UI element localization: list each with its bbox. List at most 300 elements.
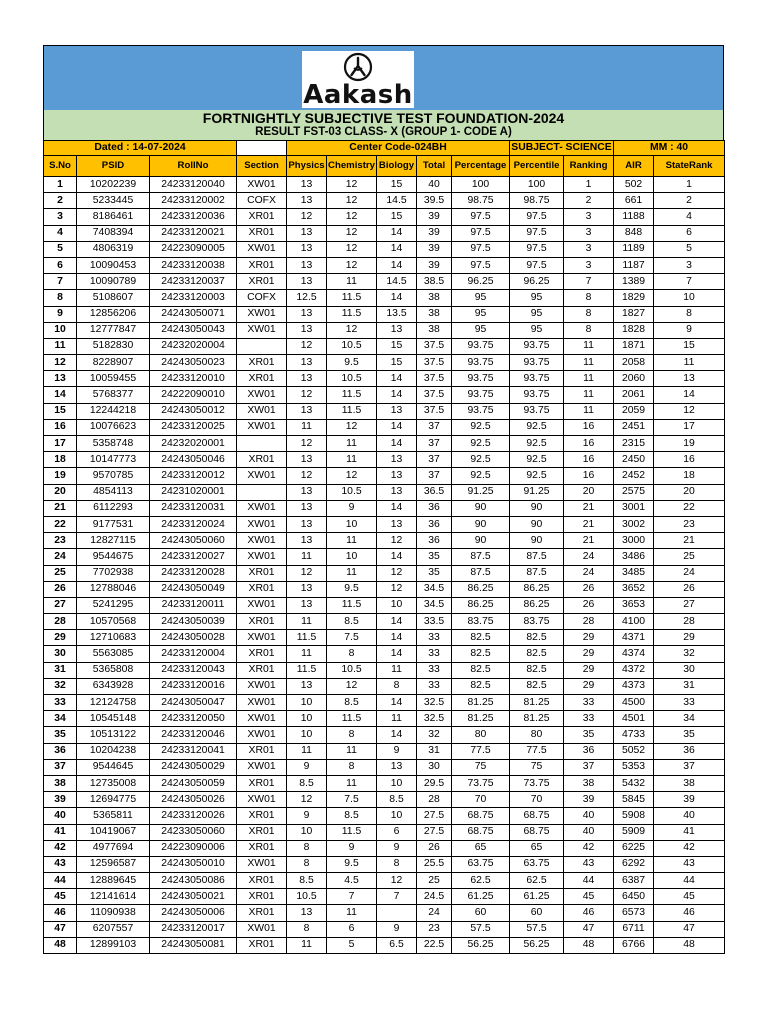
table-cell: 16 bbox=[44, 419, 77, 435]
table-cell bbox=[237, 436, 287, 452]
dated-cell: Dated : 14-07-2024 bbox=[44, 141, 237, 156]
table-cell: 3 bbox=[44, 209, 77, 225]
table-row bbox=[44, 759, 725, 775]
table-cell: 90 bbox=[452, 500, 510, 516]
table-cell: 44 bbox=[564, 873, 614, 889]
table-row bbox=[44, 889, 725, 905]
table-cell: 14 bbox=[377, 549, 417, 565]
table-cell: 11 bbox=[564, 371, 614, 387]
table-cell: 56.25 bbox=[452, 937, 510, 953]
table-cell: 10 bbox=[377, 597, 417, 613]
table-cell: 33.5 bbox=[417, 614, 452, 630]
table-cell: 12141614 bbox=[77, 889, 150, 905]
table-cell: 8 bbox=[44, 290, 77, 306]
table-cell: 3 bbox=[564, 209, 614, 225]
column-header: Biology bbox=[377, 156, 417, 177]
table-cell: 24223090006 bbox=[150, 840, 237, 856]
table-cell: 9.5 bbox=[327, 355, 377, 371]
table-cell: 82.5 bbox=[510, 662, 564, 678]
table-cell: 93.75 bbox=[510, 338, 564, 354]
table-cell: 1 bbox=[564, 177, 614, 193]
table-cell: 24243050029 bbox=[150, 759, 237, 775]
table-cell: 27 bbox=[44, 597, 77, 613]
table-cell: 63.75 bbox=[510, 856, 564, 872]
table-row bbox=[44, 840, 725, 856]
table-cell: 2058 bbox=[614, 355, 654, 371]
table-cell: 26 bbox=[44, 581, 77, 597]
table-cell: 8 bbox=[287, 921, 327, 937]
table-cell: 14 bbox=[44, 387, 77, 403]
table-cell: 22 bbox=[654, 500, 725, 516]
table-cell: 11.5 bbox=[327, 290, 377, 306]
table-row bbox=[44, 257, 725, 273]
table-row bbox=[44, 177, 725, 193]
table-cell: 39 bbox=[564, 792, 614, 808]
table-cell: 95 bbox=[452, 306, 510, 322]
table-cell: 34 bbox=[654, 711, 725, 727]
table-cell: 24243050012 bbox=[150, 403, 237, 419]
table-cell: 24233120004 bbox=[150, 646, 237, 662]
table-cell: 3002 bbox=[614, 516, 654, 532]
table-cell: 2575 bbox=[614, 484, 654, 500]
table-cell: 97.5 bbox=[510, 257, 564, 273]
table-cell: 24233120038 bbox=[150, 257, 237, 273]
table-cell: 44 bbox=[44, 873, 77, 889]
table-row bbox=[44, 937, 725, 953]
table-cell: 9 bbox=[287, 759, 327, 775]
table-cell: 20 bbox=[44, 484, 77, 500]
table-cell: 90 bbox=[452, 533, 510, 549]
table-cell: 29 bbox=[564, 662, 614, 678]
aakash-logo bbox=[302, 51, 414, 108]
table-cell: 2060 bbox=[614, 371, 654, 387]
table-cell: 10 bbox=[654, 290, 725, 306]
table-cell: 24 bbox=[564, 549, 614, 565]
table-cell: 24233120036 bbox=[150, 209, 237, 225]
table-cell: 24 bbox=[417, 905, 452, 921]
table-cell: XR01 bbox=[237, 274, 287, 290]
table-cell: XR01 bbox=[237, 905, 287, 921]
table-cell: 81.25 bbox=[510, 695, 564, 711]
table-cell: XW01 bbox=[237, 711, 287, 727]
table-cell: 36 bbox=[417, 500, 452, 516]
table-cell: 92.5 bbox=[452, 452, 510, 468]
table-cell: 4501 bbox=[614, 711, 654, 727]
table-cell: 30 bbox=[417, 759, 452, 775]
table-cell: 33 bbox=[417, 630, 452, 646]
table-cell: 24243050026 bbox=[150, 792, 237, 808]
table-cell: 11 bbox=[327, 775, 377, 791]
table-row bbox=[44, 274, 725, 290]
table-cell: XW01 bbox=[237, 516, 287, 532]
table-cell: XW01 bbox=[237, 419, 287, 435]
table-cell: 6387 bbox=[614, 873, 654, 889]
table-cell: 37.5 bbox=[417, 338, 452, 354]
table-cell: XR01 bbox=[237, 452, 287, 468]
table-cell: 11 bbox=[327, 533, 377, 549]
table-cell: 11 bbox=[377, 662, 417, 678]
table-cell: 4373 bbox=[614, 678, 654, 694]
table-cell: 24233050060 bbox=[150, 824, 237, 840]
table-row bbox=[44, 306, 725, 322]
table-cell: 96.25 bbox=[510, 274, 564, 290]
table-cell: XW01 bbox=[237, 500, 287, 516]
table-cell: 8 bbox=[287, 856, 327, 872]
table-cell: 7 bbox=[327, 889, 377, 905]
table-cell: 24233120017 bbox=[150, 921, 237, 937]
table-cell: 34.5 bbox=[417, 581, 452, 597]
table-cell: 21 bbox=[564, 500, 614, 516]
table-cell: 5909 bbox=[614, 824, 654, 840]
table-cell: 38 bbox=[564, 775, 614, 791]
table-row bbox=[44, 695, 725, 711]
table-cell: 12 bbox=[287, 436, 327, 452]
page-title: FORTNIGHTLY SUBJECTIVE TEST FOUNDATION-2024 bbox=[202, 110, 565, 126]
table-cell: 2 bbox=[654, 193, 725, 209]
table-row bbox=[44, 630, 725, 646]
table-cell: 18 bbox=[44, 452, 77, 468]
table-cell: 11 bbox=[287, 419, 327, 435]
table-cell: 23 bbox=[654, 516, 725, 532]
table-cell: 7 bbox=[44, 274, 77, 290]
max-marks-cell: MM : 40 bbox=[614, 141, 725, 156]
table-cell: 5768377 bbox=[77, 387, 150, 403]
table-cell: 24243050047 bbox=[150, 695, 237, 711]
result-table bbox=[43, 140, 725, 954]
table-cell: 57.5 bbox=[452, 921, 510, 937]
table-cell: 29 bbox=[44, 630, 77, 646]
table-cell: 28 bbox=[44, 614, 77, 630]
table-cell: 40 bbox=[417, 177, 452, 193]
table-cell: XR01 bbox=[237, 808, 287, 824]
table-cell: 10 bbox=[287, 695, 327, 711]
table-cell: 24231020001 bbox=[150, 484, 237, 500]
table-cell: XW01 bbox=[237, 241, 287, 257]
table-cell: 30 bbox=[654, 662, 725, 678]
table-cell: 26 bbox=[417, 840, 452, 856]
table-cell: 12777847 bbox=[77, 322, 150, 338]
table-cell: 38 bbox=[417, 306, 452, 322]
table-cell: 37 bbox=[564, 759, 614, 775]
table-cell: XR01 bbox=[237, 937, 287, 953]
table-cell: 11.5 bbox=[327, 597, 377, 613]
table-cell: XR01 bbox=[237, 873, 287, 889]
column-header: Percentile bbox=[510, 156, 564, 177]
table-cell: 86.25 bbox=[510, 597, 564, 613]
table-cell: 9 bbox=[44, 306, 77, 322]
table-cell: 12735008 bbox=[77, 775, 150, 791]
table-cell: 6766 bbox=[614, 937, 654, 953]
table-cell: 6 bbox=[654, 225, 725, 241]
table-cell: 91.25 bbox=[452, 484, 510, 500]
table-cell: 13 bbox=[287, 403, 327, 419]
table-cell: 14 bbox=[377, 614, 417, 630]
table-cell: 33 bbox=[654, 695, 725, 711]
table-cell: 19 bbox=[44, 468, 77, 484]
table-cell: 24243050049 bbox=[150, 581, 237, 597]
table-cell: 37.5 bbox=[417, 403, 452, 419]
table-cell: XR01 bbox=[237, 840, 287, 856]
table-cell: 12 bbox=[287, 338, 327, 354]
table-cell: 13 bbox=[287, 306, 327, 322]
table-cell: 86.25 bbox=[452, 597, 510, 613]
table-cell: 12710683 bbox=[77, 630, 150, 646]
table-cell: 7 bbox=[654, 274, 725, 290]
table-cell: 61.25 bbox=[510, 889, 564, 905]
table-cell: 5182830 bbox=[77, 338, 150, 354]
table-cell: 848 bbox=[614, 225, 654, 241]
table-cell: 77.5 bbox=[510, 743, 564, 759]
table-cell: 24243050086 bbox=[150, 873, 237, 889]
table-cell: 8186461 bbox=[77, 209, 150, 225]
table-row bbox=[44, 856, 725, 872]
table-cell: 34 bbox=[44, 711, 77, 727]
table-cell: 13 bbox=[377, 452, 417, 468]
table-cell: 35 bbox=[654, 727, 725, 743]
table-cell: 65 bbox=[452, 840, 510, 856]
table-cell: XW01 bbox=[237, 678, 287, 694]
table-cell: XW01 bbox=[237, 549, 287, 565]
table-cell: 21 bbox=[654, 533, 725, 549]
table-cell: 46 bbox=[44, 905, 77, 921]
table-cell: XR01 bbox=[237, 614, 287, 630]
table-cell: 48 bbox=[44, 937, 77, 953]
table-cell: 62.5 bbox=[510, 873, 564, 889]
table-cell: 11.5 bbox=[327, 387, 377, 403]
table-cell: 24233120010 bbox=[150, 371, 237, 387]
column-header: StateRank bbox=[654, 156, 725, 177]
table-cell: 7 bbox=[377, 889, 417, 905]
table-row bbox=[44, 452, 725, 468]
table-cell: 10.5 bbox=[327, 484, 377, 500]
table-cell: 12 bbox=[287, 565, 327, 581]
table-cell: 32 bbox=[417, 727, 452, 743]
table-cell: 14 bbox=[377, 500, 417, 516]
table-row bbox=[44, 792, 725, 808]
table-cell: 5233445 bbox=[77, 193, 150, 209]
table-cell: COFX bbox=[237, 290, 287, 306]
table-cell: 37 bbox=[417, 468, 452, 484]
table-cell: 12899103 bbox=[77, 937, 150, 953]
table-cell: 73.75 bbox=[510, 775, 564, 791]
table-cell: 11 bbox=[327, 274, 377, 290]
table-cell: 15 bbox=[377, 209, 417, 225]
page-subtitle: RESULT FST-03 CLASS- X (GROUP 1- CODE A) bbox=[255, 126, 512, 138]
table-cell: 40 bbox=[564, 824, 614, 840]
table-cell: 28 bbox=[564, 614, 614, 630]
table-row bbox=[44, 727, 725, 743]
table-cell: 3485 bbox=[614, 565, 654, 581]
table-cell: 12856206 bbox=[77, 306, 150, 322]
table-cell: 39.5 bbox=[417, 193, 452, 209]
table-cell: 24243050039 bbox=[150, 614, 237, 630]
table-cell: 2452 bbox=[614, 468, 654, 484]
table-row bbox=[44, 371, 725, 387]
center-code-cell: Center Code-024BH bbox=[287, 141, 510, 156]
table-cell: 45 bbox=[654, 889, 725, 905]
table-cell: 11 bbox=[654, 355, 725, 371]
table-cell: 15 bbox=[377, 355, 417, 371]
table-cell: XW01 bbox=[237, 533, 287, 549]
table-cell: 24 bbox=[564, 565, 614, 581]
table-cell: 11.5 bbox=[327, 824, 377, 840]
table-cell: 40 bbox=[654, 808, 725, 824]
table-row bbox=[44, 743, 725, 759]
table-cell: 92.5 bbox=[510, 419, 564, 435]
table-cell: 68.75 bbox=[510, 824, 564, 840]
table-cell: 1 bbox=[44, 177, 77, 193]
table-cell: 11 bbox=[377, 711, 417, 727]
table-cell: 14 bbox=[654, 387, 725, 403]
table-cell: 12 bbox=[327, 241, 377, 257]
table-cell: XR01 bbox=[237, 889, 287, 905]
table-cell: 15 bbox=[377, 177, 417, 193]
table-cell: 35 bbox=[417, 549, 452, 565]
table-cell: 11 bbox=[327, 565, 377, 581]
subject-cell: SUBJECT- SCIENCE bbox=[510, 141, 614, 156]
table-cell: 8 bbox=[377, 856, 417, 872]
table-cell: 65 bbox=[510, 840, 564, 856]
table-cell: 20 bbox=[564, 484, 614, 500]
table-cell: 93.75 bbox=[510, 387, 564, 403]
table-cell: 13 bbox=[287, 241, 327, 257]
table-row bbox=[44, 824, 725, 840]
table-cell: 14 bbox=[377, 257, 417, 273]
table-cell: 20 bbox=[654, 484, 725, 500]
table-cell: 14 bbox=[377, 646, 417, 662]
table-cell: 5052 bbox=[614, 743, 654, 759]
table-cell: 31 bbox=[44, 662, 77, 678]
table-cell: 77.5 bbox=[452, 743, 510, 759]
table-cell: 98.75 bbox=[452, 193, 510, 209]
table-cell: 10545148 bbox=[77, 711, 150, 727]
table-cell: 56.25 bbox=[510, 937, 564, 953]
table-cell: 24233120026 bbox=[150, 808, 237, 824]
table-cell: 11.5 bbox=[287, 662, 327, 678]
table-cell: 24243050043 bbox=[150, 322, 237, 338]
table-cell: 5365808 bbox=[77, 662, 150, 678]
table-cell: 7702938 bbox=[77, 565, 150, 581]
table-cell: 2059 bbox=[614, 403, 654, 419]
table-cell: 62.5 bbox=[452, 873, 510, 889]
table-cell: 12 bbox=[377, 581, 417, 597]
table-cell: 24233120040 bbox=[150, 177, 237, 193]
table-cell: 24233120021 bbox=[150, 225, 237, 241]
table-cell: 91.25 bbox=[510, 484, 564, 500]
table-row bbox=[44, 484, 725, 500]
table-cell: 68.75 bbox=[510, 808, 564, 824]
table-cell: 12.5 bbox=[287, 290, 327, 306]
blank-cell bbox=[237, 141, 287, 156]
table-cell: 6 bbox=[44, 257, 77, 273]
result-sheet bbox=[43, 45, 724, 954]
table-cell: 26 bbox=[654, 581, 725, 597]
table-cell: 24243050071 bbox=[150, 306, 237, 322]
table-cell: 38 bbox=[654, 775, 725, 791]
table-cell: 75 bbox=[510, 759, 564, 775]
table-cell: 93.75 bbox=[452, 403, 510, 419]
table-row bbox=[44, 468, 725, 484]
table-cell: XW01 bbox=[237, 322, 287, 338]
table-row bbox=[44, 209, 725, 225]
table-cell: 24243050010 bbox=[150, 856, 237, 872]
table-cell: 5241295 bbox=[77, 597, 150, 613]
table-cell: 30 bbox=[44, 646, 77, 662]
table-cell: 3 bbox=[654, 257, 725, 273]
table-cell: 10 bbox=[44, 322, 77, 338]
table-cell: 86.25 bbox=[452, 581, 510, 597]
table-cell: 92.5 bbox=[510, 436, 564, 452]
table-cell: 24233120041 bbox=[150, 743, 237, 759]
table-cell: 12 bbox=[654, 403, 725, 419]
table-cell: 4977694 bbox=[77, 840, 150, 856]
table-cell: 24233120002 bbox=[150, 193, 237, 209]
table-cell: 13.5 bbox=[377, 306, 417, 322]
table-cell: 12 bbox=[327, 177, 377, 193]
table-cell: 92.5 bbox=[510, 452, 564, 468]
table-cell: 8 bbox=[564, 306, 614, 322]
table-cell: 6573 bbox=[614, 905, 654, 921]
table-cell: 10.5 bbox=[327, 371, 377, 387]
table-cell: 87.5 bbox=[452, 565, 510, 581]
table-cell: 9570785 bbox=[77, 468, 150, 484]
table-cell: XW01 bbox=[237, 856, 287, 872]
table-cell: 8 bbox=[564, 322, 614, 338]
table-cell: 11090938 bbox=[77, 905, 150, 921]
column-header: Percentage bbox=[452, 156, 510, 177]
table-cell: 12 bbox=[327, 678, 377, 694]
table-cell: 14 bbox=[377, 371, 417, 387]
table-cell: XW01 bbox=[237, 306, 287, 322]
column-header: Total bbox=[417, 156, 452, 177]
table-row bbox=[44, 387, 725, 403]
logo-wordmark: Aakash bbox=[303, 80, 413, 110]
table-cell: 3486 bbox=[614, 549, 654, 565]
table-cell: 661 bbox=[614, 193, 654, 209]
table-cell: XR01 bbox=[237, 371, 287, 387]
table-cell: 29 bbox=[654, 630, 725, 646]
table-cell: XW01 bbox=[237, 921, 287, 937]
table-row bbox=[44, 678, 725, 694]
table-cell: 35 bbox=[44, 727, 77, 743]
table-cell: XR01 bbox=[237, 743, 287, 759]
table-cell: 97.5 bbox=[510, 241, 564, 257]
table-cell: 93.75 bbox=[452, 387, 510, 403]
table-cell: 38 bbox=[417, 322, 452, 338]
table-cell: 39 bbox=[44, 792, 77, 808]
column-header: Section bbox=[237, 156, 287, 177]
table-cell: 38 bbox=[44, 775, 77, 791]
table-cell: 23 bbox=[417, 921, 452, 937]
table-cell: XW01 bbox=[237, 387, 287, 403]
table-cell: 12 bbox=[327, 322, 377, 338]
aakash-emblem-icon bbox=[343, 52, 373, 82]
table-cell: 24233120050 bbox=[150, 711, 237, 727]
table-cell: 26 bbox=[564, 581, 614, 597]
table-cell: 11 bbox=[564, 355, 614, 371]
table-cell: 41 bbox=[44, 824, 77, 840]
table-cell: 11 bbox=[287, 743, 327, 759]
table-cell: 32 bbox=[654, 646, 725, 662]
table-cell: 4 bbox=[44, 225, 77, 241]
table-cell: 83.75 bbox=[510, 614, 564, 630]
column-header: Ranking bbox=[564, 156, 614, 177]
table-cell: 9 bbox=[377, 840, 417, 856]
table-cell: 9544675 bbox=[77, 549, 150, 565]
table-cell: 9 bbox=[377, 921, 417, 937]
table-row bbox=[44, 533, 725, 549]
table-cell: 9544645 bbox=[77, 759, 150, 775]
